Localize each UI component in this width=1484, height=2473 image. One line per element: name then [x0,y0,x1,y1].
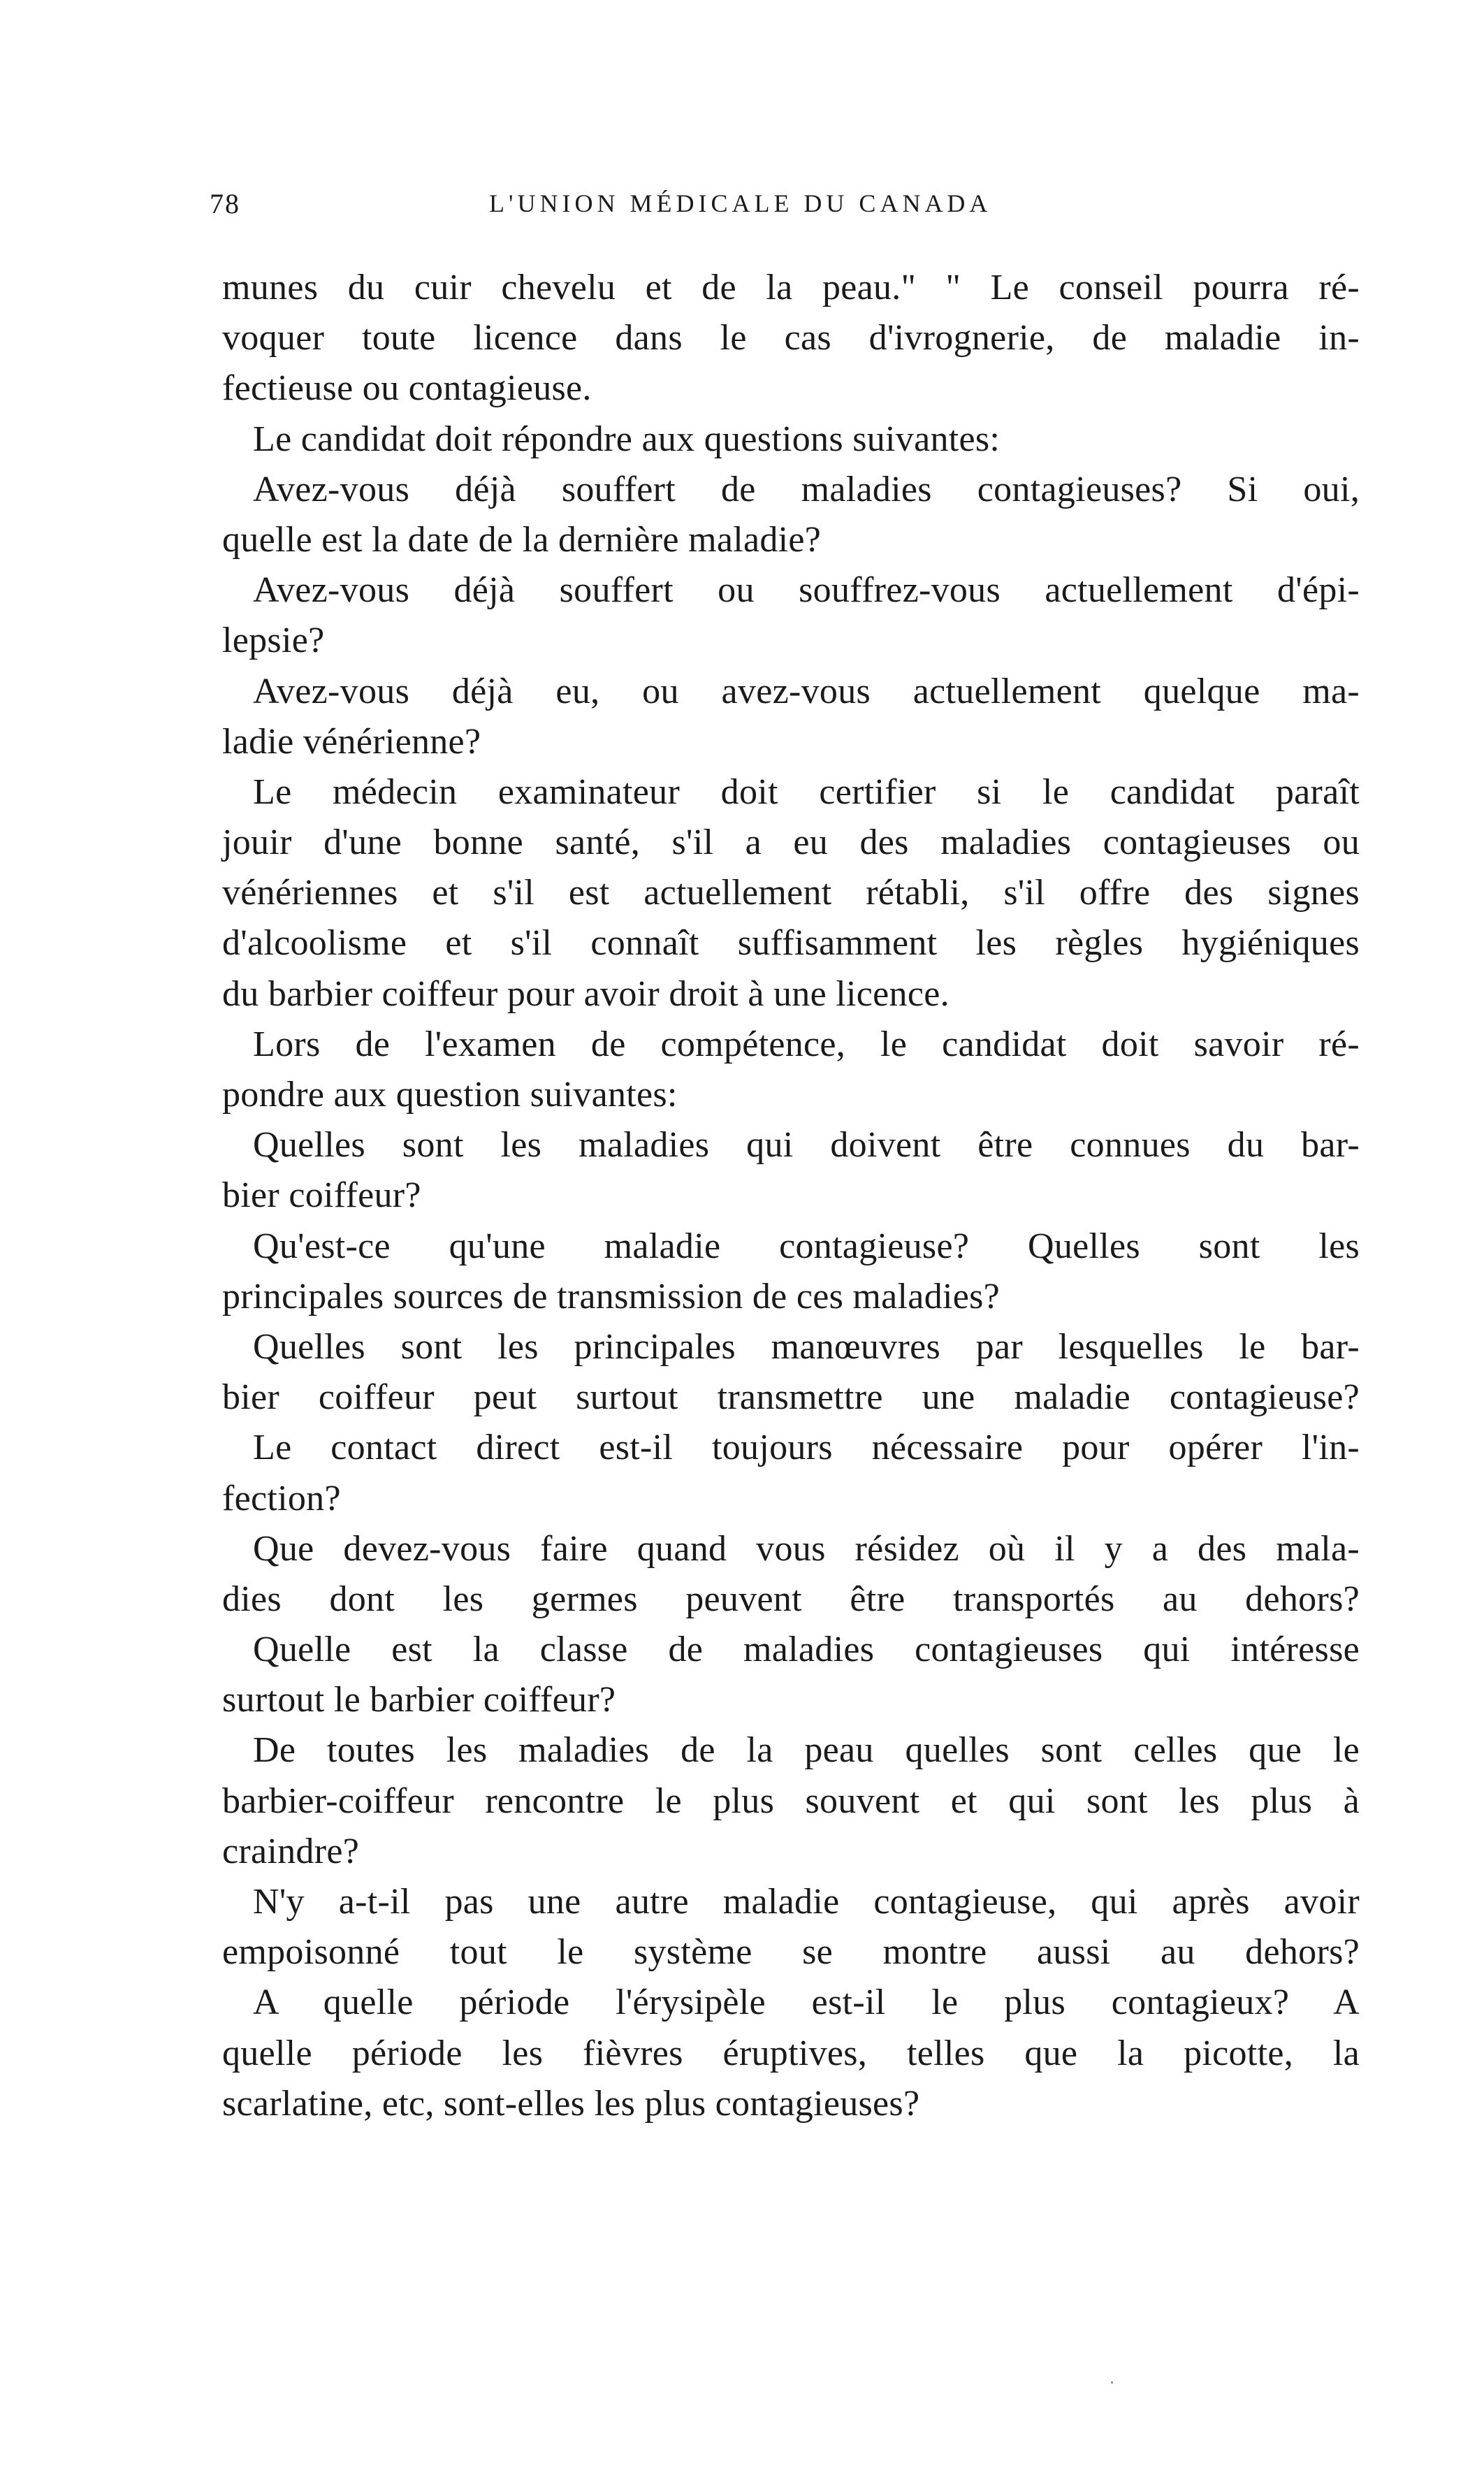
text-line: voquer toute licence dans le cas d'ivrognerie, de maladie in- [222,318,1360,358]
text-line: barbier-coiffeur rencontre le plus souvent et qui sont les plus à [222,1781,1360,1821]
text-line: jouir d'une bonne santé, s'il a eu des maladies contagieuses ou [222,822,1360,863]
running-header [210,187,1069,229]
text-line: fectieuse ou contagieuse. [222,368,592,409]
text-line: du barbier coiffeur pour avoir droit à une licence. [222,973,950,1014]
text-line: Quelles sont les principales manœuvres par lesquelles le bar- [253,1326,1360,1367]
text-line: Que devez-vous faire quand vous résidez où il y a des mala- [253,1528,1360,1569]
scan-speck [1111,2381,1113,2384]
text-line: Avez-vous déjà souffert ou souffrez-vous actuellement d'épi- [253,570,1360,611]
text-line: Avez-vous déjà souffert de maladies contagieuses? Si oui, [253,469,1360,509]
text-line: pondre aux question suivantes: [222,1075,678,1115]
text-line: vénériennes et s'il est actuellement rétabli, s'il offre des signes [222,873,1360,913]
text-line: scarlatine, etc, sont-elles les plus contagieuses? [222,2083,920,2124]
text-line: N'y a-t-il pas une autre maladie contagieuse, qui après avoir [253,1882,1360,1922]
text-line: Le contact direct est-il toujours nécessaire pour opérer l'in- [253,1428,1360,1468]
text-line: empoisonné tout le système se montre aussi au dehors? [222,1932,1360,1973]
text-line: fection? [222,1478,341,1518]
text-line: quelle est la date de la dernière maladie? [222,519,822,560]
text-line: Avez-vous déjà eu, ou avez-vous actuellement quelque ma- [253,671,1360,711]
text-line: Quelle est la classe de maladies contagieuses qui intéresse [253,1630,1360,1670]
text-line: Le médecin examinateur doit certifier si le candidat paraît [253,771,1360,812]
journal-title: L'UNION MÉDICALE DU CANADA [489,189,992,217]
text-line: d'alcoolisme et s'il connaît suffisamment les règles hygiéniques [222,923,1360,964]
text-line: Qu'est-ce qu'une maladie contagieuse? Quelles sont les [253,1226,1360,1266]
text-line: A quelle période l'érysipèle est-il le plus contagieux? A [253,1982,1360,2023]
text-line: ladie vénérienne? [222,721,481,762]
text-line: dies dont les germes peuvent être transportés au dehors? [222,1579,1360,1619]
text-line: Le candidat doit répondre aux questions suivantes: [253,419,1001,459]
text-line: bier coiffeur? [222,1175,421,1216]
text-line: bier coiffeur peut surtout transmettre une maladie contagieuse? [222,1377,1360,1418]
page-number: 78 [210,188,240,219]
text-line: munes du cuir chevelu et de la peau." " Le conseil pourra ré- [222,268,1360,307]
text-line: quelle période les fièvres éruptives, telles que la picotte, la [222,2033,1360,2073]
text-line: De toutes les maladies de la peau quelles sont celles que le [253,1730,1360,1771]
text-line: Lors de l'examen de compétence, le candidat doit savoir ré- [253,1024,1360,1064]
text-line: Quelles sont les maladies qui doivent être connues du bar- [253,1125,1360,1166]
text-line: principales sources de transmission de ces maladies? [222,1276,1001,1317]
text-line: craindre? [222,1831,360,1871]
body-text [222,263,1360,2129]
text-line: surtout le barbier coiffeur? [222,1680,616,1720]
text-line: lepsie? [222,621,325,661]
